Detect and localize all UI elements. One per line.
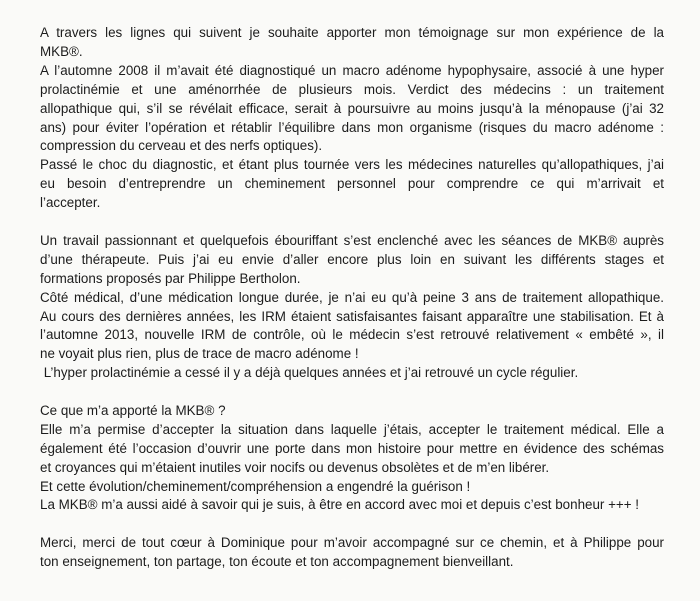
text-line: également été l’occasion d’ouvrir une porte dans mon histoire pour mettre en évidence des schémas [40,440,664,456]
text-line: compression du cerveau et des nerfs optiques). [40,138,323,154]
diagnosis-paragraph [40,62,664,157]
text-line: ton enseignement, ton partage, ton écoute et ton accompagnement bienveillant. [40,554,514,570]
text-line: ne voyait plus rien, plus de trace de macro adénome ! [40,346,359,362]
text-line: MKB®. [40,43,83,59]
text-line: Passé le choc du diagnostic, et étant plus tournée vers les médecines naturelles qu’allopathiques, j’ai [40,157,664,173]
thanks-paragraph [40,534,664,572]
text-line: ans) pour éviter l’opération et rétablir l’équilibre dans mon organisme (risques du macro adénome : [40,119,664,135]
text-line: allopathique qui, s’il se révélait efficace, serait à poursuivre au moins jusqu’à la ménopause (j’ai 32 [40,100,664,116]
journey-paragraph [40,156,664,213]
text-line: Un travail passionnant et quelquefois ébouriffant s’est enclenché avec les séances de MKB® auprès [40,232,664,248]
text-line: et croyances qui m’étaient inutiles voir nocifs ou devenus obsolètes et de m’en libérer. [40,459,550,475]
text-line: Elle m’a permise d’accepter la situation dans laquelle j’étais, accepter le traitement médical. Elle a [40,421,664,437]
paragraph-spacer [40,515,664,534]
text-line: formations proposés par Philippe Bertholon. [40,270,301,286]
text-line: l’automne 2013, nouvelle IRM de contrôle, où le médecin s’est retrouvé relativement « embêté », il [40,327,664,343]
text-line: prolactinémie et une aménorrhée de plusieurs mois. Verdict des médecins : un traitement [40,81,664,97]
text-line: l’accepter. [40,195,101,211]
text-line: Et cette évolution/cheminement/compréhension a engendré la guérison ! [40,478,471,494]
text-line: A travers les lignes qui suivent je souhaite apporter mon témoignage sur mon expérience de la [40,25,664,40]
medical-paragraph [40,289,664,365]
benefits-paragraph [40,402,664,515]
text-line: Au cours des dernières années, les IRM étaient satisfaisantes faisant apparaître une stabilisation. Et à [40,308,664,324]
text-line: A l’automne 2008 il m’avait été diagnostiqué un macro adénome hypophysaire, associé à une hyper [40,62,664,78]
prolactin-paragraph [40,364,664,383]
intro-paragraph [40,24,664,62]
text-line: Ce que m’a apporté la MKB® ? [40,403,226,418]
paragraph-spacer [40,383,664,402]
paragraph-spacer [40,213,664,232]
therapy-paragraph [40,232,664,289]
text-line: La MKB® m’a aussi aidé à savoir qui je suis, à être en accord avec moi et depuis c’est bonheur +++ ! [40,497,640,513]
testimony-document [40,24,664,572]
text-line: Merci, merci de tout cœur à Dominique pour m’avoir accompagné sur ce chemin, et à Philippe pour [40,535,664,551]
text-line: Côté médical, d’une médication longue durée, je n’ai eu qu’à peine 3 ans de traitement allopathique. [40,289,664,305]
text-line: L’hyper prolactinémie a cessé il y a déjà quelques années et j’ai retrouvé un cycle régulier. [40,365,579,381]
text-line: d’une thérapeute. Puis j’ai eu envie d’aller encore plus loin en suivant les différents stages et [40,251,664,267]
text-line: eu besoin d’entreprendre un cheminement personnel pour comprendre ce qui m’arrivait et [40,176,664,192]
